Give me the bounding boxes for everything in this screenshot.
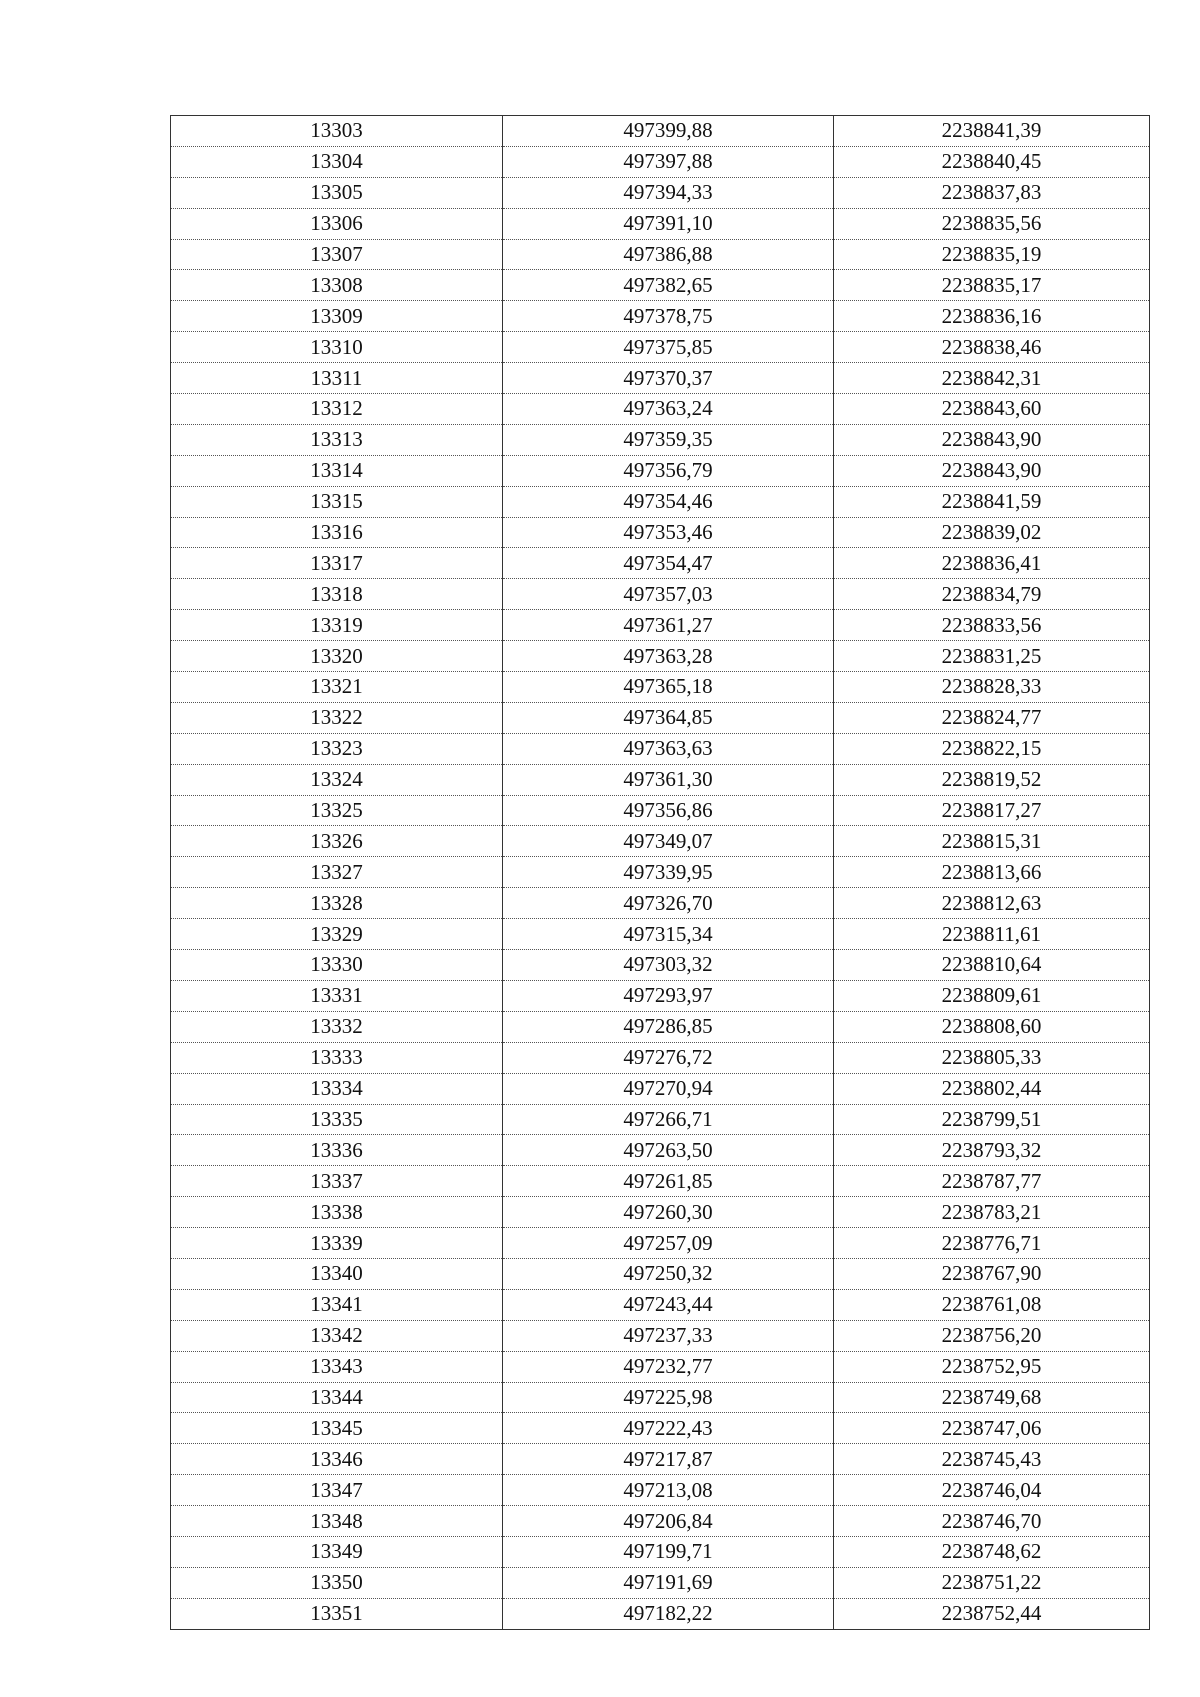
table-row: [171, 1475, 1150, 1506]
y-coordinate-cell: 2238834,79: [834, 579, 1150, 610]
y-coordinate-cell: 2238839,02: [834, 517, 1150, 548]
table-row: [171, 239, 1150, 270]
point-number-cell: 13311: [171, 363, 503, 394]
point-number-cell: 13315: [171, 486, 503, 517]
x-coordinate-cell: 497363,28: [503, 641, 834, 672]
point-number-cell: 13344: [171, 1382, 503, 1413]
point-number-cell: 13309: [171, 301, 503, 332]
y-coordinate-cell: 2238808,60: [834, 1011, 1150, 1042]
y-coordinate-cell: 2238835,19: [834, 239, 1150, 270]
table-row: [171, 1506, 1150, 1537]
point-number-cell: 13312: [171, 394, 503, 425]
x-coordinate-cell: 497250,32: [503, 1258, 834, 1289]
table-row: [171, 270, 1150, 301]
x-coordinate-cell: 497232,77: [503, 1351, 834, 1382]
y-coordinate-cell: 2238824,77: [834, 702, 1150, 733]
point-number-cell: 13313: [171, 424, 503, 455]
y-coordinate-cell: 2238828,33: [834, 672, 1150, 703]
y-coordinate-cell: 2238833,56: [834, 610, 1150, 641]
x-coordinate-cell: 497394,33: [503, 177, 834, 208]
table-row: [171, 146, 1150, 177]
table-row: [171, 332, 1150, 363]
x-coordinate-cell: 497382,65: [503, 270, 834, 301]
table-row: [171, 579, 1150, 610]
table-row: [171, 363, 1150, 394]
point-number-cell: 13306: [171, 208, 503, 239]
table-row: [171, 702, 1150, 733]
x-coordinate-cell: 497375,85: [503, 332, 834, 363]
y-coordinate-cell: 2238836,16: [834, 301, 1150, 332]
x-coordinate-cell: 497356,86: [503, 795, 834, 826]
y-coordinate-cell: 2238812,63: [834, 888, 1150, 919]
point-number-cell: 13336: [171, 1135, 503, 1166]
point-number-cell: 13328: [171, 888, 503, 919]
table-row: [171, 1351, 1150, 1382]
point-number-cell: 13317: [171, 548, 503, 579]
point-number-cell: 13349: [171, 1536, 503, 1567]
y-coordinate-cell: 2238747,06: [834, 1413, 1150, 1444]
y-coordinate-cell: 2238840,45: [834, 146, 1150, 177]
point-number-cell: 13331: [171, 980, 503, 1011]
x-coordinate-cell: 497356,79: [503, 455, 834, 486]
point-number-cell: 13303: [171, 116, 503, 147]
point-number-cell: 13337: [171, 1166, 503, 1197]
y-coordinate-cell: 2238841,59: [834, 486, 1150, 517]
y-coordinate-cell: 2238756,20: [834, 1320, 1150, 1351]
table-row: [171, 980, 1150, 1011]
point-number-cell: 13327: [171, 857, 503, 888]
table-row: [171, 1320, 1150, 1351]
table-row: [171, 1567, 1150, 1598]
y-coordinate-cell: 2238819,52: [834, 764, 1150, 795]
table-row: [171, 1166, 1150, 1197]
table-row: [171, 672, 1150, 703]
point-number-cell: 13335: [171, 1104, 503, 1135]
table-row: [171, 394, 1150, 425]
point-number-cell: 13341: [171, 1289, 503, 1320]
point-number-cell: 13332: [171, 1011, 503, 1042]
x-coordinate-cell: 497276,72: [503, 1042, 834, 1073]
y-coordinate-cell: 2238843,90: [834, 455, 1150, 486]
y-coordinate-cell: 2238767,90: [834, 1258, 1150, 1289]
point-number-cell: 13347: [171, 1475, 503, 1506]
point-number-cell: 13324: [171, 764, 503, 795]
point-number-cell: 13334: [171, 1073, 503, 1104]
table-row: [171, 1135, 1150, 1166]
y-coordinate-cell: 2238802,44: [834, 1073, 1150, 1104]
table-row: [171, 641, 1150, 672]
table-row: [171, 517, 1150, 548]
table-row: [171, 1598, 1150, 1629]
x-coordinate-cell: 497199,71: [503, 1536, 834, 1567]
y-coordinate-cell: 2238761,08: [834, 1289, 1150, 1320]
y-coordinate-cell: 2238822,15: [834, 733, 1150, 764]
y-coordinate-cell: 2238831,25: [834, 641, 1150, 672]
table-row: [171, 424, 1150, 455]
y-coordinate-cell: 2238838,46: [834, 332, 1150, 363]
point-number-cell: 13348: [171, 1506, 503, 1537]
point-number-cell: 13314: [171, 455, 503, 486]
y-coordinate-cell: 2238799,51: [834, 1104, 1150, 1135]
table-row: [171, 1042, 1150, 1073]
y-coordinate-cell: 2238811,61: [834, 919, 1150, 950]
point-number-cell: 13305: [171, 177, 503, 208]
y-coordinate-cell: 2238815,31: [834, 826, 1150, 857]
y-coordinate-cell: 2238835,17: [834, 270, 1150, 301]
y-coordinate-cell: 2238810,64: [834, 950, 1150, 981]
x-coordinate-cell: 497260,30: [503, 1197, 834, 1228]
table-row: [171, 1197, 1150, 1228]
table-row: [171, 301, 1150, 332]
point-number-cell: 13326: [171, 826, 503, 857]
x-coordinate-cell: 497386,88: [503, 239, 834, 270]
y-coordinate-cell: 2238837,83: [834, 177, 1150, 208]
x-coordinate-cell: 497399,88: [503, 116, 834, 147]
point-number-cell: 13329: [171, 919, 503, 950]
point-number-cell: 13333: [171, 1042, 503, 1073]
y-coordinate-cell: 2238843,60: [834, 394, 1150, 425]
table-row: [171, 1413, 1150, 1444]
x-coordinate-cell: 497354,47: [503, 548, 834, 579]
point-number-cell: 13345: [171, 1413, 503, 1444]
point-number-cell: 13339: [171, 1228, 503, 1259]
x-coordinate-cell: 497191,69: [503, 1567, 834, 1598]
table-row: [171, 116, 1150, 147]
point-number-cell: 13321: [171, 672, 503, 703]
point-number-cell: 13318: [171, 579, 503, 610]
x-coordinate-cell: 497370,37: [503, 363, 834, 394]
x-coordinate-cell: 497361,27: [503, 610, 834, 641]
point-number-cell: 13325: [171, 795, 503, 826]
table-row: [171, 950, 1150, 981]
table-row: [171, 1536, 1150, 1567]
table-row: [171, 1289, 1150, 1320]
point-number-cell: 13316: [171, 517, 503, 548]
point-number-cell: 13320: [171, 641, 503, 672]
table-row: [171, 733, 1150, 764]
y-coordinate-cell: 2238842,31: [834, 363, 1150, 394]
y-coordinate-cell: 2238793,32: [834, 1135, 1150, 1166]
y-coordinate-cell: 2238746,04: [834, 1475, 1150, 1506]
x-coordinate-cell: 497359,35: [503, 424, 834, 455]
y-coordinate-cell: 2238835,56: [834, 208, 1150, 239]
table-row: [171, 857, 1150, 888]
y-coordinate-cell: 2238787,77: [834, 1166, 1150, 1197]
x-coordinate-cell: 497213,08: [503, 1475, 834, 1506]
y-coordinate-cell: 2238836,41: [834, 548, 1150, 579]
x-coordinate-cell: 497225,98: [503, 1382, 834, 1413]
x-coordinate-cell: 497354,46: [503, 486, 834, 517]
table-row: [171, 1382, 1150, 1413]
x-coordinate-cell: 497397,88: [503, 146, 834, 177]
point-number-cell: 13351: [171, 1598, 503, 1629]
y-coordinate-cell: 2238783,21: [834, 1197, 1150, 1228]
table-row: [171, 888, 1150, 919]
x-coordinate-cell: 497182,22: [503, 1598, 834, 1629]
y-coordinate-cell: 2238841,39: [834, 116, 1150, 147]
x-coordinate-cell: 497361,30: [503, 764, 834, 795]
x-coordinate-cell: 497349,07: [503, 826, 834, 857]
y-coordinate-cell: 2238745,43: [834, 1444, 1150, 1475]
x-coordinate-cell: 497353,46: [503, 517, 834, 548]
x-coordinate-cell: 497363,63: [503, 733, 834, 764]
table-row: [171, 795, 1150, 826]
table-row: [171, 1073, 1150, 1104]
y-coordinate-cell: 2238752,95: [834, 1351, 1150, 1382]
y-coordinate-cell: 2238749,68: [834, 1382, 1150, 1413]
y-coordinate-cell: 2238805,33: [834, 1042, 1150, 1073]
table-row: [171, 1104, 1150, 1135]
y-coordinate-cell: 2238813,66: [834, 857, 1150, 888]
x-coordinate-cell: 497391,10: [503, 208, 834, 239]
point-number-cell: 13307: [171, 239, 503, 270]
table-row: [171, 1444, 1150, 1475]
table-row: [171, 1258, 1150, 1289]
y-coordinate-cell: 2238817,27: [834, 795, 1150, 826]
y-coordinate-cell: 2238776,71: [834, 1228, 1150, 1259]
table-row: [171, 610, 1150, 641]
x-coordinate-cell: 497217,87: [503, 1444, 834, 1475]
coordinates-table-body: [171, 116, 1150, 1630]
x-coordinate-cell: 497206,84: [503, 1506, 834, 1537]
point-number-cell: 13304: [171, 146, 503, 177]
point-number-cell: 13340: [171, 1258, 503, 1289]
x-coordinate-cell: 497365,18: [503, 672, 834, 703]
point-number-cell: 13323: [171, 733, 503, 764]
table-row: [171, 208, 1150, 239]
point-number-cell: 13308: [171, 270, 503, 301]
x-coordinate-cell: 497357,03: [503, 579, 834, 610]
point-number-cell: 13346: [171, 1444, 503, 1475]
x-coordinate-cell: 497266,71: [503, 1104, 834, 1135]
table-row: [171, 177, 1150, 208]
y-coordinate-cell: 2238752,44: [834, 1598, 1150, 1629]
x-coordinate-cell: 497261,85: [503, 1166, 834, 1197]
table-row: [171, 548, 1150, 579]
x-coordinate-cell: 497315,34: [503, 919, 834, 950]
point-number-cell: 13322: [171, 702, 503, 733]
point-number-cell: 13319: [171, 610, 503, 641]
x-coordinate-cell: 497364,85: [503, 702, 834, 733]
point-number-cell: 13342: [171, 1320, 503, 1351]
x-coordinate-cell: 497363,24: [503, 394, 834, 425]
x-coordinate-cell: 497257,09: [503, 1228, 834, 1259]
table-row: [171, 455, 1150, 486]
table-row: [171, 486, 1150, 517]
x-coordinate-cell: 497222,43: [503, 1413, 834, 1444]
point-number-cell: 13338: [171, 1197, 503, 1228]
y-coordinate-cell: 2238748,62: [834, 1536, 1150, 1567]
x-coordinate-cell: 497326,70: [503, 888, 834, 919]
table-row: [171, 764, 1150, 795]
x-coordinate-cell: 497270,94: [503, 1073, 834, 1104]
coordinates-table: [170, 115, 1150, 1630]
x-coordinate-cell: 497339,95: [503, 857, 834, 888]
y-coordinate-cell: 2238809,61: [834, 980, 1150, 1011]
x-coordinate-cell: 497293,97: [503, 980, 834, 1011]
y-coordinate-cell: 2238746,70: [834, 1506, 1150, 1537]
table-row: [171, 919, 1150, 950]
x-coordinate-cell: 497303,32: [503, 950, 834, 981]
x-coordinate-cell: 497243,44: [503, 1289, 834, 1320]
x-coordinate-cell: 497237,33: [503, 1320, 834, 1351]
table-row: [171, 826, 1150, 857]
point-number-cell: 13350: [171, 1567, 503, 1598]
y-coordinate-cell: 2238843,90: [834, 424, 1150, 455]
point-number-cell: 13310: [171, 332, 503, 363]
x-coordinate-cell: 497378,75: [503, 301, 834, 332]
x-coordinate-cell: 497286,85: [503, 1011, 834, 1042]
table-row: [171, 1011, 1150, 1042]
x-coordinate-cell: 497263,50: [503, 1135, 834, 1166]
table-row: [171, 1228, 1150, 1259]
point-number-cell: 13343: [171, 1351, 503, 1382]
point-number-cell: 13330: [171, 950, 503, 981]
y-coordinate-cell: 2238751,22: [834, 1567, 1150, 1598]
